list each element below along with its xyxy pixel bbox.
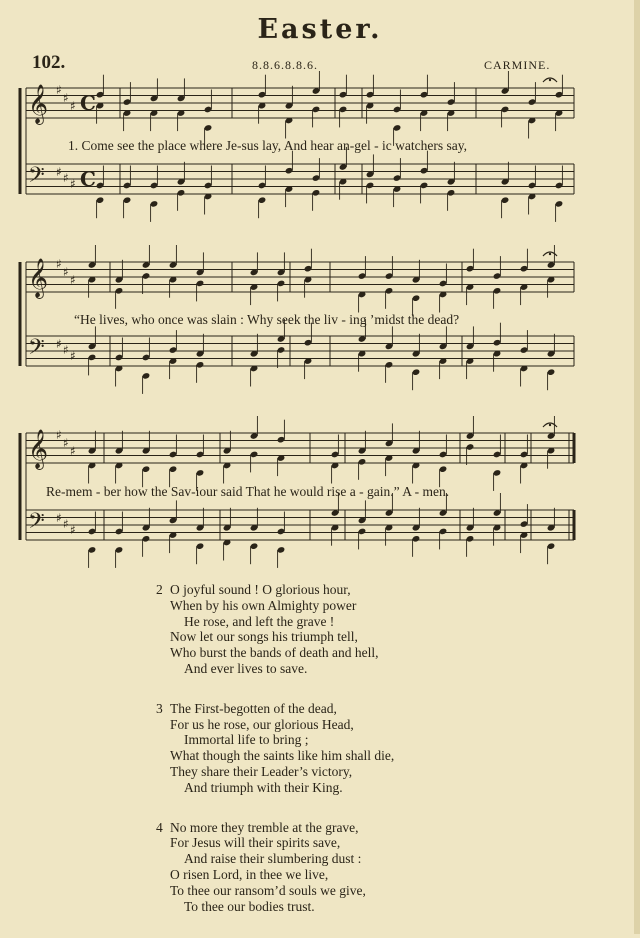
verse-4 [156, 820, 394, 915]
verse-line: And raise their slumbering dust : [184, 851, 362, 867]
sharp-icon: ♯ [56, 428, 62, 442]
verse-line: Immortal life to bring ; [184, 732, 309, 748]
verse-line: O joyful sound ! O glorious hour, [170, 582, 351, 597]
fermata-dot [549, 79, 551, 81]
verse-line: And ever lives to save. [184, 660, 308, 676]
verse-line: For us he rose, our glorious Head, [170, 716, 354, 732]
sharp-icon: ♯ [63, 171, 69, 185]
sharp-icon: ♯ [70, 177, 76, 191]
lyric-line-3: Re-mem - ber how the Sav-iour said That he would rise a - gain.” A - men. [46, 484, 450, 499]
treble-clef-icon: 𝄞 [28, 258, 49, 298]
verse-line: He rose, and left the grave ! [184, 613, 335, 629]
sharp-icon: ♯ [70, 349, 76, 363]
treble-clef-icon: 𝄞 [28, 429, 49, 469]
sharp-icon: ♯ [70, 99, 76, 113]
verse-3 [156, 701, 394, 796]
sharp-icon: ♯ [63, 265, 69, 279]
verse-line: To thee our bodies trust. [184, 898, 315, 914]
hymn-number: 102. [32, 52, 66, 73]
verse-line: The First-begotten of the dead, [170, 700, 337, 716]
sharp-icon: ♯ [70, 523, 76, 537]
sharp-icon: ♯ [63, 343, 69, 357]
sharp-icon: ♯ [56, 511, 62, 525]
verse-line: Now let our songs his triumph tell, [170, 629, 358, 645]
bass-clef-icon: 𝄢 [28, 163, 45, 193]
verse-number: 3 [156, 700, 163, 716]
common-time-icon: C [80, 91, 96, 115]
page-title: Easter. [257, 14, 383, 45]
common-time-icon: C [80, 167, 96, 191]
fermata-dot [549, 253, 551, 255]
bass-clef-icon: 𝄢 [28, 509, 45, 539]
verse-line: O risen Lord, in thee we live, [170, 866, 329, 882]
sharp-icon: ♯ [63, 436, 69, 450]
sharp-icon: ♯ [56, 165, 62, 179]
sharp-icon: ♯ [56, 337, 62, 351]
fermata-dot [549, 424, 551, 426]
sharp-icon: ♯ [70, 444, 76, 458]
verse-line: What though the saints like him shall die, [170, 748, 395, 764]
lyric-line-2: “He lives, who once was slain : Why seek the liv - ing ’midst the dead? [74, 312, 460, 327]
verse-2 [156, 582, 394, 677]
verse-line: They share their Leader’s victory, [170, 763, 353, 779]
verse-number: 2 [156, 582, 163, 597]
sharp-icon: ♯ [56, 83, 62, 97]
tune-name: CARMINE. [484, 58, 551, 72]
bass-clef-icon: 𝄢 [28, 335, 45, 365]
sharp-icon: ♯ [56, 257, 62, 271]
sharp-icon: ♯ [70, 273, 76, 287]
verse-line: Who burst the bands of death and hell, [170, 645, 379, 661]
treble-clef-icon: 𝄞 [28, 84, 49, 124]
verse-line: To thee our ransom’d souls we give, [170, 882, 366, 898]
verse-line: No more they tremble at the grave, [170, 819, 359, 835]
hymn-meter: 8.8.6.8.8.6. [252, 58, 318, 72]
lyric-line-1: 1. Come see the place where Je-sus lay, And hear an-gel - ic watchers say, [68, 138, 467, 153]
verses [156, 582, 394, 938]
sharp-icon: ♯ [63, 517, 69, 531]
verse-line: For Jesus will their spirits save, [170, 835, 341, 851]
verse-line: When by his own Almighty power [170, 597, 357, 613]
sharp-icon: ♯ [63, 91, 69, 105]
verse-line: And triumph with their King. [184, 779, 343, 795]
verse-number: 4 [156, 819, 163, 835]
